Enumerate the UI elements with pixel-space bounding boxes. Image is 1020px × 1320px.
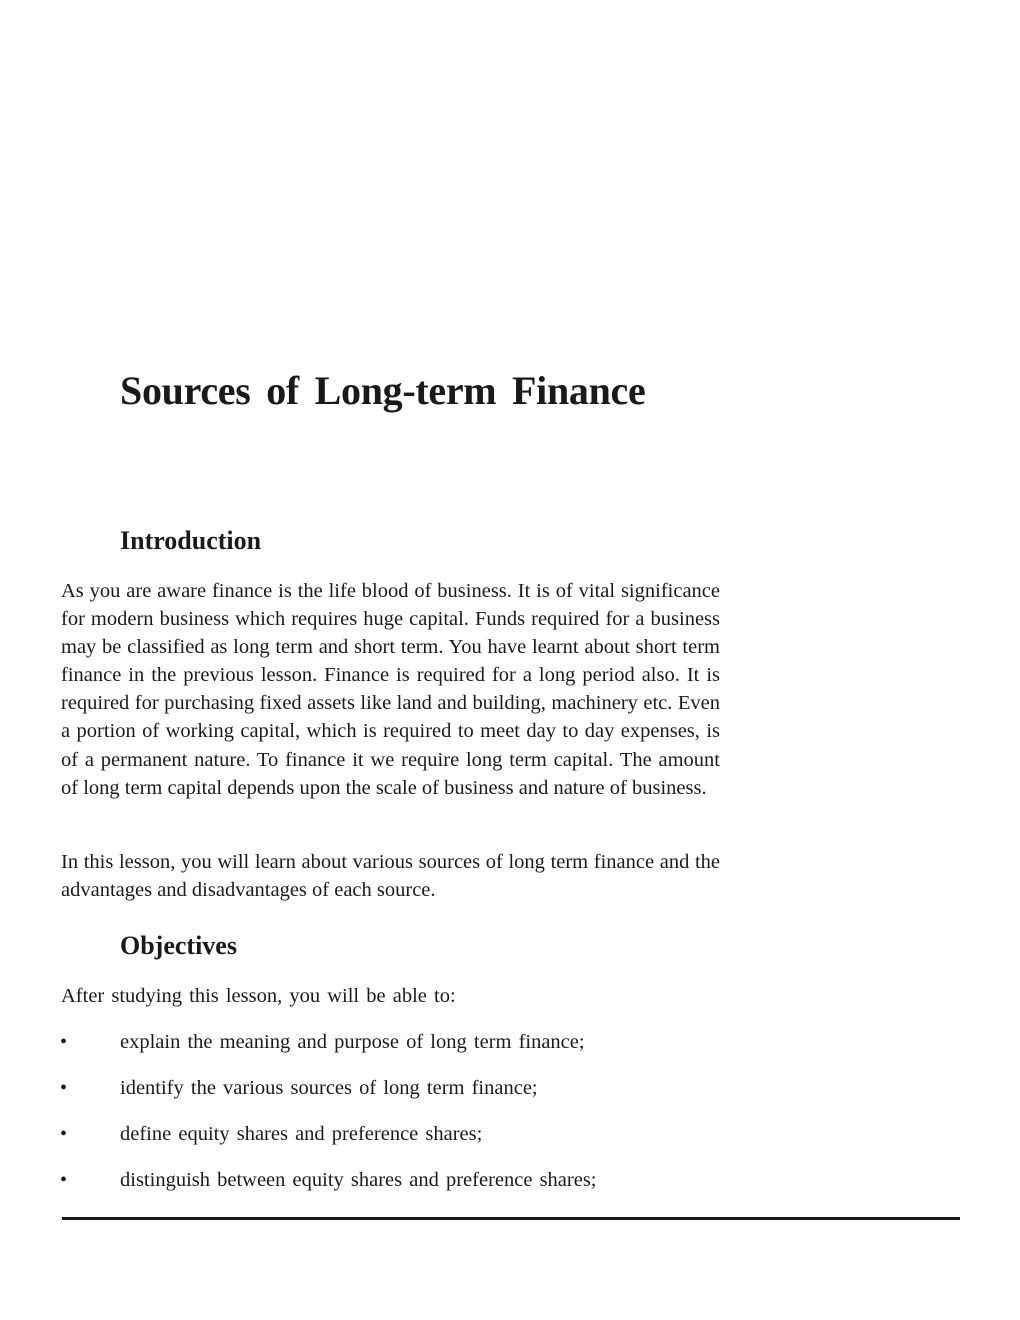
objectives-heading: Objectives xyxy=(120,931,237,960)
objective-item xyxy=(0,1028,1020,1074)
bullet-icon: • xyxy=(60,1031,68,1053)
objective-item xyxy=(0,1166,1020,1212)
page-title: Sources of Long-term Finance xyxy=(120,368,646,413)
objective-item xyxy=(0,1120,1020,1166)
bullet-icon: • xyxy=(60,1169,68,1191)
objectives-list xyxy=(0,1028,1020,1212)
objective-item xyxy=(0,1074,1020,1120)
objective-text: define equity shares and preference shares; xyxy=(120,1123,483,1145)
objective-text: explain the meaning and purpose of long term finance; xyxy=(120,1031,585,1053)
footer-divider xyxy=(62,1217,960,1220)
bullet-icon: • xyxy=(60,1123,68,1145)
lesson-overview-paragraph: In this lesson, you will learn about various sources of long term finance and the advantages and disadvantages of each source. xyxy=(61,851,720,902)
objective-text: identify the various sources of long term finance; xyxy=(120,1077,538,1099)
bullet-icon: • xyxy=(60,1077,68,1099)
introduction-paragraph: As you are aware finance is the life blood of business. It is of vital significance for modern business which requires huge capital. Funds required for a business may be classified as long term and short term. You have learnt about short term finance in the previous lesson. Finance is required for a long period also. It is required for purchasing fixed assets like land and building, machinery etc. Even a portion of working capital, which is required to meet day to day expenses, is of a permanent nature. To finance it we require long term capital. The amount of long term capital depends upon the scale of business and nature of business. xyxy=(61,580,720,799)
objective-text: distinguish between equity shares and preference shares; xyxy=(120,1169,597,1191)
introduction-heading: Introduction xyxy=(120,526,262,555)
objectives-lead-text: After studying this lesson, you will be able to: xyxy=(61,985,456,1007)
